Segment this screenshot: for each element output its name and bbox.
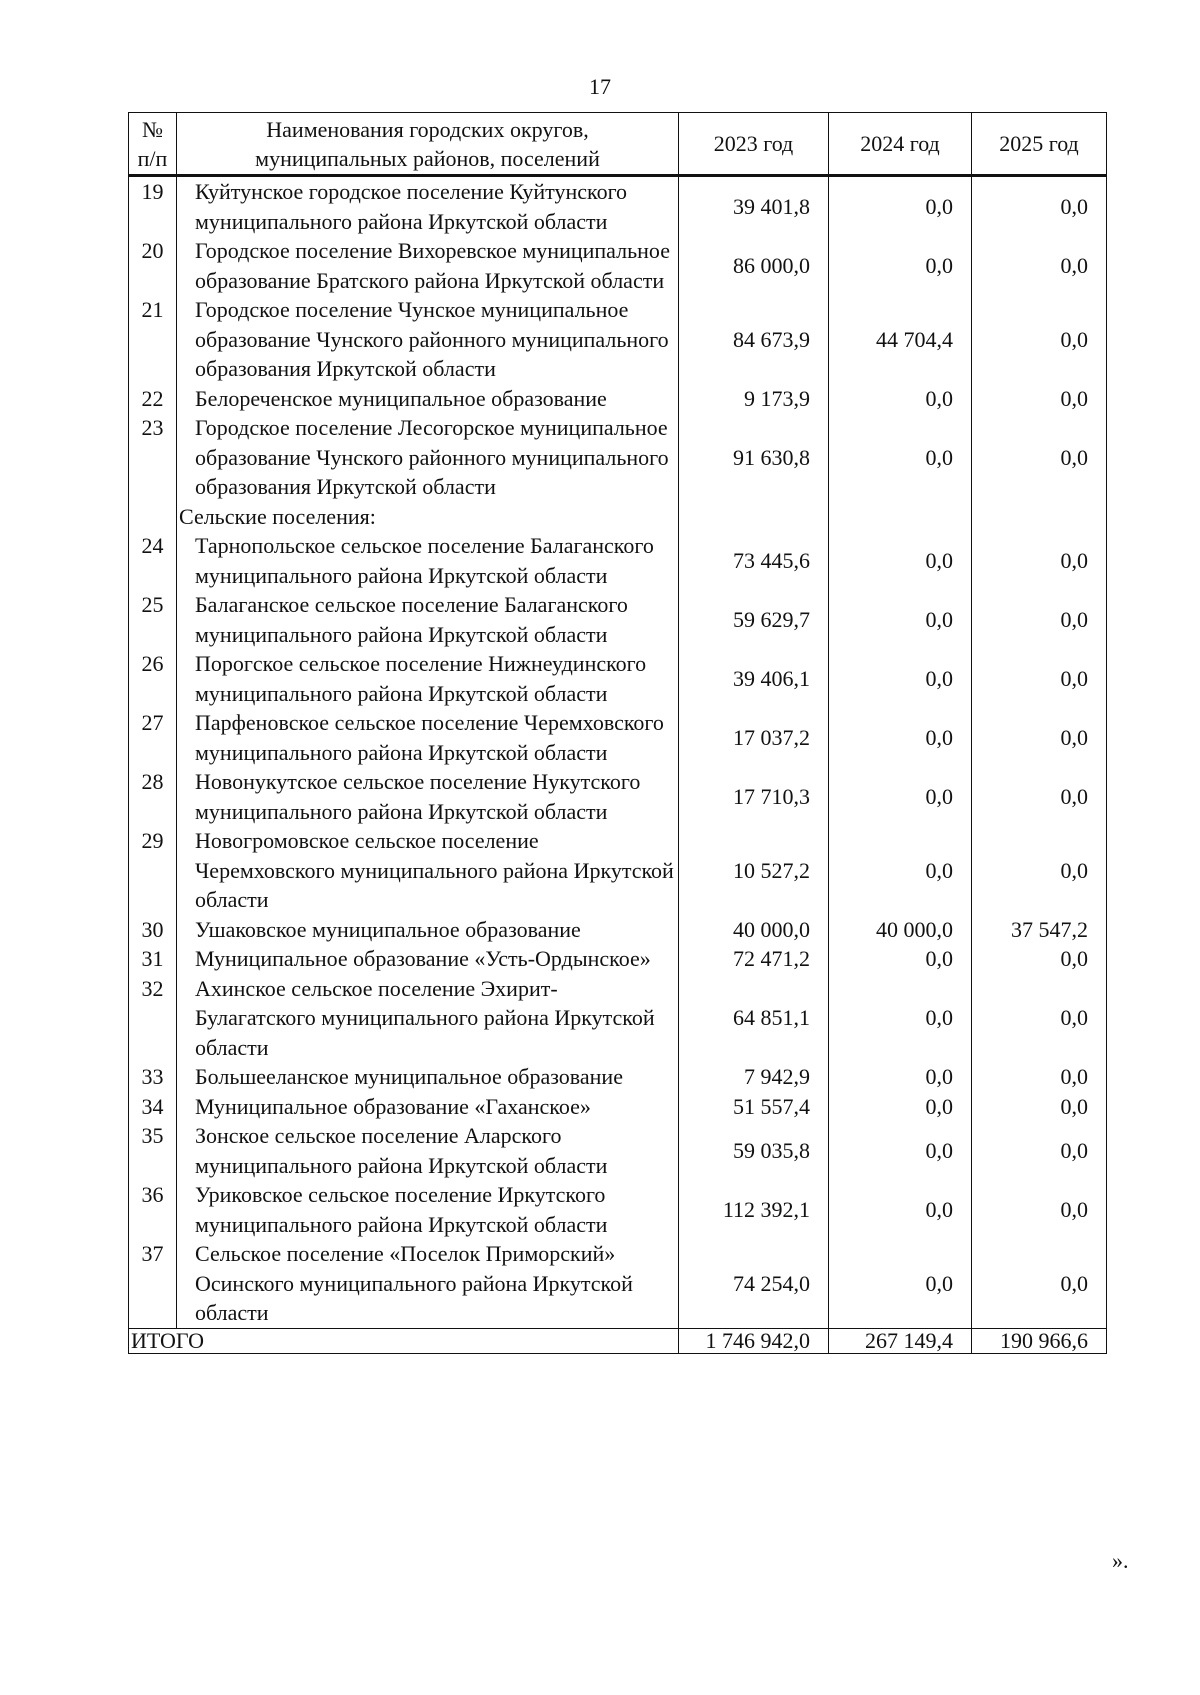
- row-name: Сельские поселения:: [177, 502, 679, 532]
- table-row: [129, 1239, 1107, 1328]
- row-name: Тарнопольское сельское поселение Балаганского муниципального района Иркутской области: [177, 531, 679, 590]
- row-number: 30: [129, 915, 177, 945]
- row-value-2023: 112 392,1: [679, 1180, 829, 1239]
- table-footer: [129, 1328, 1107, 1353]
- row-value-2024: [829, 502, 972, 532]
- row-value-2025: [972, 502, 1107, 532]
- row-value-2024: 0,0: [829, 531, 972, 590]
- table-row: [129, 974, 1107, 1063]
- page-number: 17: [589, 74, 611, 99]
- row-name: Куйтунское городское поселение Куйтунского муниципального района Иркутской области: [177, 176, 679, 237]
- row-name: Муниципальное образование «Усть-Ордынское»: [177, 944, 679, 974]
- row-value-2025: 0,0: [972, 176, 1107, 237]
- row-number: 23: [129, 413, 177, 502]
- row-value-2025: 0,0: [972, 826, 1107, 915]
- row-number: [129, 502, 177, 532]
- row-name: Городское поселение Лесогорское муниципальное образование Чунского районного муниципального образования Иркутской области: [177, 413, 679, 502]
- row-value-2025: 0,0: [972, 1062, 1107, 1092]
- row-value-2025: 0,0: [972, 649, 1107, 708]
- total-2023: 1 746 942,0: [679, 1328, 829, 1353]
- total-row: [129, 1328, 1107, 1353]
- row-value-2023: 39 401,8: [679, 176, 829, 237]
- row-number: 27: [129, 708, 177, 767]
- row-value-2024: 0,0: [829, 590, 972, 649]
- row-name: Новонукутское сельское поселение Нукутского муниципального района Иркутской области: [177, 767, 679, 826]
- row-number: 34: [129, 1092, 177, 1122]
- row-value-2024: 44 704,4: [829, 295, 972, 384]
- row-value-2023: 9 173,9: [679, 384, 829, 414]
- row-value-2024: 0,0: [829, 176, 972, 237]
- table-row: [129, 236, 1107, 295]
- row-value-2023: 84 673,9: [679, 295, 829, 384]
- total-2025: 190 966,6: [972, 1328, 1107, 1353]
- header-name: Наименования городских округов, муниципальных районов, поселений: [177, 113, 679, 176]
- table-row: [129, 708, 1107, 767]
- row-value-2023: 59 629,7: [679, 590, 829, 649]
- table-row: [129, 413, 1107, 502]
- row-number: 37: [129, 1239, 177, 1328]
- row-name: Зонское сельское поселение Аларского муниципального района Иркутской области: [177, 1121, 679, 1180]
- row-value-2025: 0,0: [972, 413, 1107, 502]
- row-value-2025: 0,0: [972, 590, 1107, 649]
- funding-table: [128, 112, 1107, 1354]
- table-row: [129, 1180, 1107, 1239]
- row-number: 21: [129, 295, 177, 384]
- row-value-2023: 17 710,3: [679, 767, 829, 826]
- row-number: 32: [129, 974, 177, 1063]
- row-value-2023: 91 630,8: [679, 413, 829, 502]
- row-value-2025: 0,0: [972, 767, 1107, 826]
- row-value-2024: 0,0: [829, 944, 972, 974]
- table-row: [129, 649, 1107, 708]
- row-name: Ахинское сельское поселение Эхирит-Булагатского муниципального района Иркутской области: [177, 974, 679, 1063]
- row-number: 24: [129, 531, 177, 590]
- row-name: Большееланское муниципальное образование: [177, 1062, 679, 1092]
- section-row: [129, 502, 1107, 532]
- row-value-2024: 0,0: [829, 649, 972, 708]
- row-value-2023: 39 406,1: [679, 649, 829, 708]
- row-number: 25: [129, 590, 177, 649]
- table-row: [129, 531, 1107, 590]
- row-value-2024: 0,0: [829, 1062, 972, 1092]
- table-body: [129, 176, 1107, 1329]
- row-number: 26: [129, 649, 177, 708]
- row-name: Балаганское сельское поселение Балаганского муниципального района Иркутской области: [177, 590, 679, 649]
- row-value-2025: 0,0: [972, 531, 1107, 590]
- row-value-2023: 7 942,9: [679, 1062, 829, 1092]
- row-value-2025: 0,0: [972, 1121, 1107, 1180]
- row-value-2024: 40 000,0: [829, 915, 972, 945]
- header-2025: 2025 год: [972, 113, 1107, 176]
- row-name: Парфеновское сельское поселение Черемховского муниципального района Иркутской области: [177, 708, 679, 767]
- row-value-2024: 0,0: [829, 384, 972, 414]
- table-row: [129, 590, 1107, 649]
- row-value-2025: 0,0: [972, 236, 1107, 295]
- row-name: Городское поселение Вихоревское муниципальное образование Братского района Иркутской области: [177, 236, 679, 295]
- header-2024: 2024 год: [829, 113, 972, 176]
- table-header: [129, 113, 1107, 176]
- row-number: 36: [129, 1180, 177, 1239]
- row-value-2024: 0,0: [829, 826, 972, 915]
- row-value-2024: 0,0: [829, 1180, 972, 1239]
- row-value-2025: 0,0: [972, 384, 1107, 414]
- row-name: Муниципальное образование «Гаханское»: [177, 1092, 679, 1122]
- row-value-2025: 37 547,2: [972, 915, 1107, 945]
- total-2024: 267 149,4: [829, 1328, 972, 1353]
- table-row: [129, 1092, 1107, 1122]
- table-row: [129, 384, 1107, 414]
- row-value-2023: 59 035,8: [679, 1121, 829, 1180]
- row-value-2025: 0,0: [972, 1239, 1107, 1328]
- row-number: 33: [129, 1062, 177, 1092]
- row-number: 35: [129, 1121, 177, 1180]
- row-value-2025: 0,0: [972, 944, 1107, 974]
- row-name: Сельское поселение «Поселок Приморский» Осинского муниципального района Иркутской области: [177, 1239, 679, 1328]
- row-value-2023: 51 557,4: [679, 1092, 829, 1122]
- row-value-2025: 0,0: [972, 708, 1107, 767]
- row-value-2025: 0,0: [972, 1180, 1107, 1239]
- row-name: Порогское сельское поселение Нижнеудинского муниципального района Иркутской области: [177, 649, 679, 708]
- total-label: ИТОГО: [129, 1328, 679, 1353]
- table-row: [129, 176, 1107, 237]
- row-value-2025: 0,0: [972, 1092, 1107, 1122]
- row-value-2024: 0,0: [829, 1121, 972, 1180]
- row-value-2025: 0,0: [972, 295, 1107, 384]
- row-name: Белореченское муниципальное образование: [177, 384, 679, 414]
- row-value-2024: 0,0: [829, 1092, 972, 1122]
- table-row: [129, 1121, 1107, 1180]
- table-row: [129, 915, 1107, 945]
- row-value-2023: 74 254,0: [679, 1239, 829, 1328]
- row-number: 28: [129, 767, 177, 826]
- row-value-2023: [679, 502, 829, 532]
- header-2023: 2023 год: [679, 113, 829, 176]
- row-value-2023: 17 037,2: [679, 708, 829, 767]
- funding-table-container: [128, 112, 1106, 1354]
- table-row: [129, 944, 1107, 974]
- header-num: № п/п: [129, 113, 177, 176]
- row-value-2023: 72 471,2: [679, 944, 829, 974]
- row-name: Новогромовское сельское поселение Черемховского муниципального района Иркутской области: [177, 826, 679, 915]
- row-value-2024: 0,0: [829, 236, 972, 295]
- row-name: Городское поселение Чунское муниципальное образование Чунского районного муниципального образования Иркутской области: [177, 295, 679, 384]
- row-number: 19: [129, 176, 177, 237]
- row-value-2024: 0,0: [829, 413, 972, 502]
- row-value-2024: 0,0: [829, 974, 972, 1063]
- table-row: [129, 295, 1107, 384]
- row-value-2023: 86 000,0: [679, 236, 829, 295]
- closing-quote-mark: ».: [1112, 1548, 1129, 1573]
- table-row: [129, 767, 1107, 826]
- row-number: 22: [129, 384, 177, 414]
- row-name: Уриковское сельское поселение Иркутского муниципального района Иркутской области: [177, 1180, 679, 1239]
- row-value-2023: 64 851,1: [679, 974, 829, 1063]
- row-value-2023: 73 445,6: [679, 531, 829, 590]
- row-number: 20: [129, 236, 177, 295]
- row-value-2025: 0,0: [972, 974, 1107, 1063]
- table-row: [129, 826, 1107, 915]
- row-value-2023: 10 527,2: [679, 826, 829, 915]
- row-value-2023: 40 000,0: [679, 915, 829, 945]
- row-number: 31: [129, 944, 177, 974]
- row-value-2024: 0,0: [829, 767, 972, 826]
- row-value-2024: 0,0: [829, 1239, 972, 1328]
- row-number: 29: [129, 826, 177, 915]
- row-name: Ушаковское муниципальное образование: [177, 915, 679, 945]
- row-value-2024: 0,0: [829, 708, 972, 767]
- table-row: [129, 1062, 1107, 1092]
